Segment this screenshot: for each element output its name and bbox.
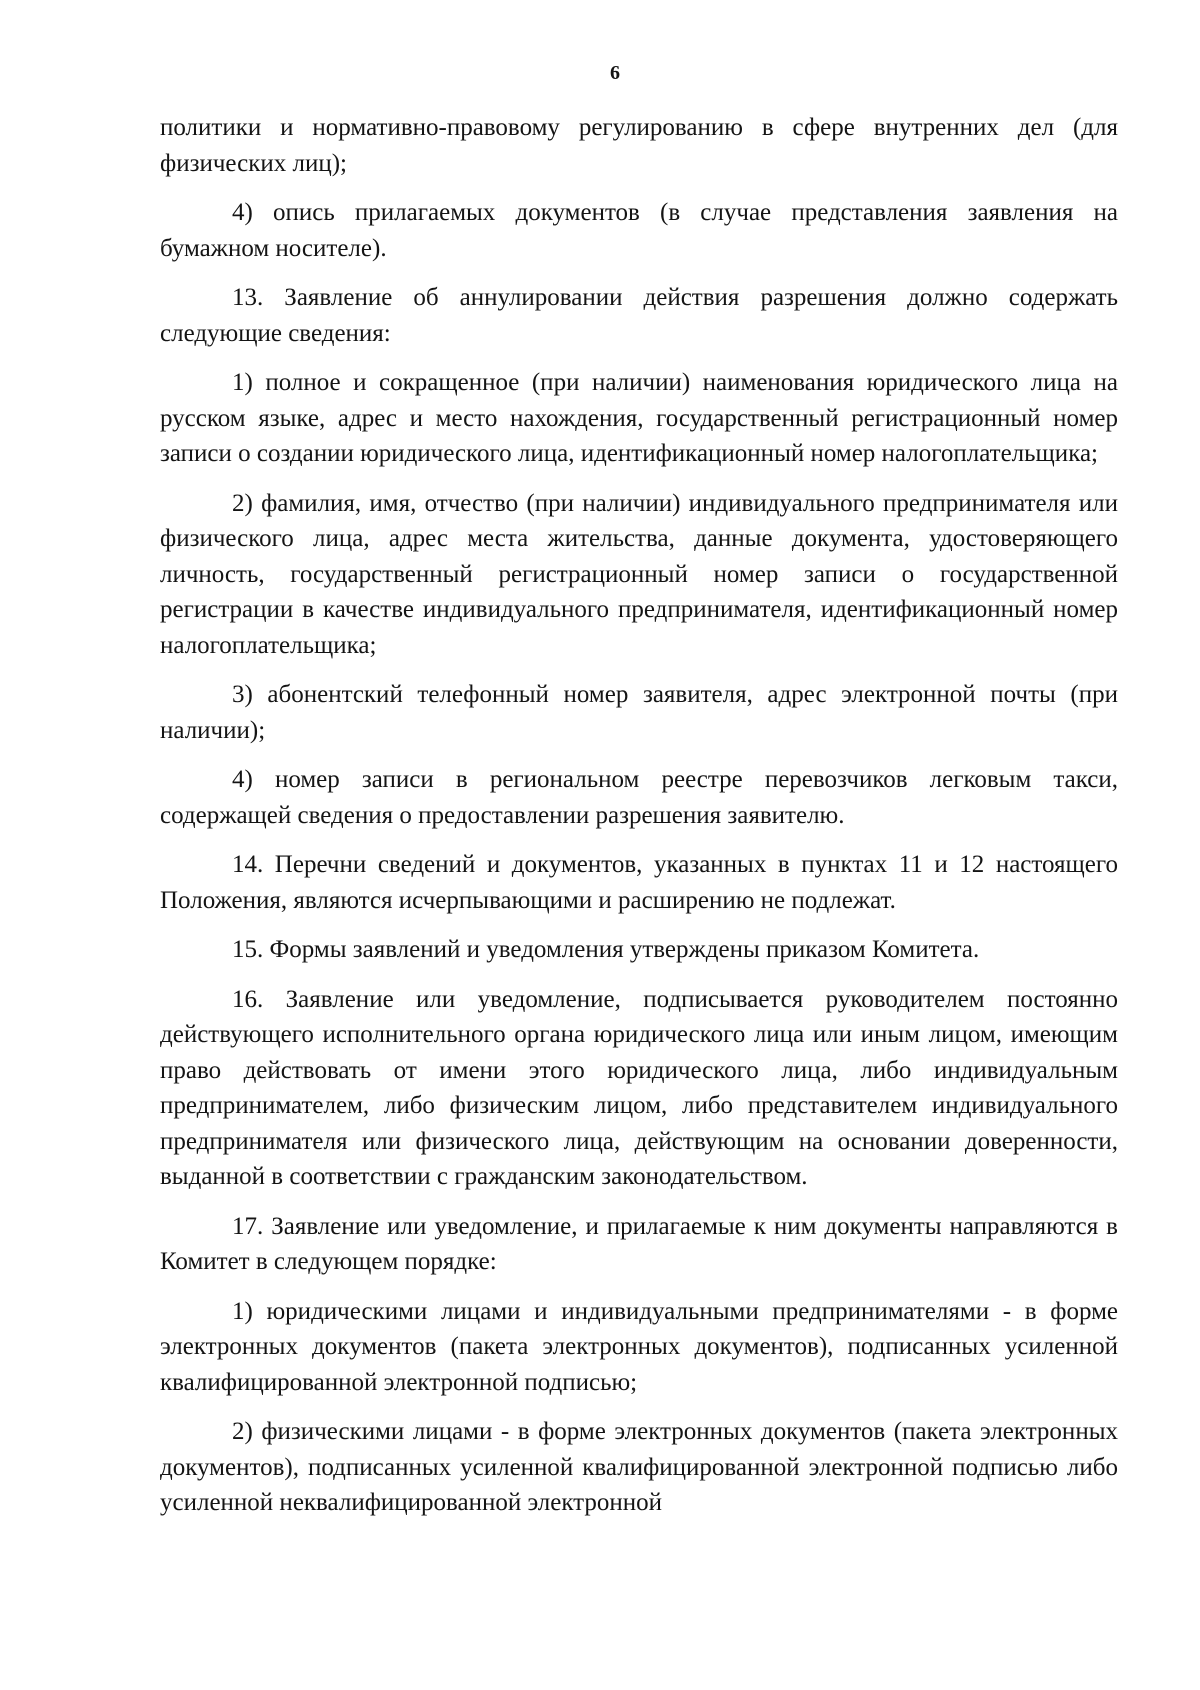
paragraph-13-item-4: 4) номер записи в региональном реестре перевозчиков легковым такси, содержащей сведения о предоставлении разрешения заявителю. xyxy=(160,766,1118,829)
paragraph-13-item-1: 1) полное и сокращенное (при наличии) наименования юридического лица на русском языке, адрес и место нахождения, государственный регистрационный номер записи о создании юридического лица, идентификационный номер налогоплательщика; xyxy=(160,369,1118,467)
paragraph-13: 13. Заявление об аннулировании действия разрешения должно содержать следующие сведения: xyxy=(160,284,1118,347)
paragraph-16: 16. Заявление или уведомление, подписывается руководителем постоянно действующего исполнительного органа юридического лица или иным лицом, имеющим право действовать от имени этого юридического лица, либо индивидуальным предпринимателем, либо физическим лицом, либо представителем индивидуального предпринимателя или физического лица, действующим на основании доверенности, выданной в соответствии с гражданским законодательством. xyxy=(160,985,1118,1190)
paragraph-item-4-inventory: 4) опись прилагаемых документов (в случае представления заявления на бумажном носителе). xyxy=(160,199,1118,262)
document-body xyxy=(160,110,1118,1535)
paragraph-13-item-3: 3) абонентский телефонный номер заявителя, адрес электронной почты (при наличии); xyxy=(160,681,1118,744)
paragraph-14: 14. Перечни сведений и документов, указанных в пунктах 11 и 12 настоящего Положения, являются исчерпывающими и расширению не подлежат. xyxy=(160,851,1118,914)
paragraph-17: 17. Заявление или уведомление, и прилагаемые к ним документы направляются в Комитет в следующем порядке: xyxy=(160,1212,1118,1275)
paragraph-17-item-2: 2) физическими лицами - в форме электронных документов (пакета электронных документов), подписанных усиленной квалифицированной электронной подписью либо усиленной неквалифицированной электронной xyxy=(160,1418,1118,1516)
paragraph-13-item-2: 2) фамилия, имя, отчество (при наличии) индивидуального предпринимателя или физического лица, адрес места жительства, данные документа, удостоверяющего личность, государственный регистрационный номер записи о государственной регистрации в качестве индивидуального предпринимателя, идентификационный номер налогоплательщика; xyxy=(160,489,1118,659)
paragraph-17-item-1: 1) юридическими лицами и индивидуальными предпринимателями - в форме электронных документов (пакета электронных документов), подписанных усиленной квалифицированной электронной подписью; xyxy=(160,1297,1118,1396)
paragraph-continuation: политики и нормативно-правовому регулированию в сфере внутренних дел (для физических лиц); xyxy=(160,114,1118,177)
page-number: 6 xyxy=(610,62,620,84)
paragraph-15: 15. Формы заявлений и уведомления утверждены приказом Комитета. xyxy=(232,936,980,963)
